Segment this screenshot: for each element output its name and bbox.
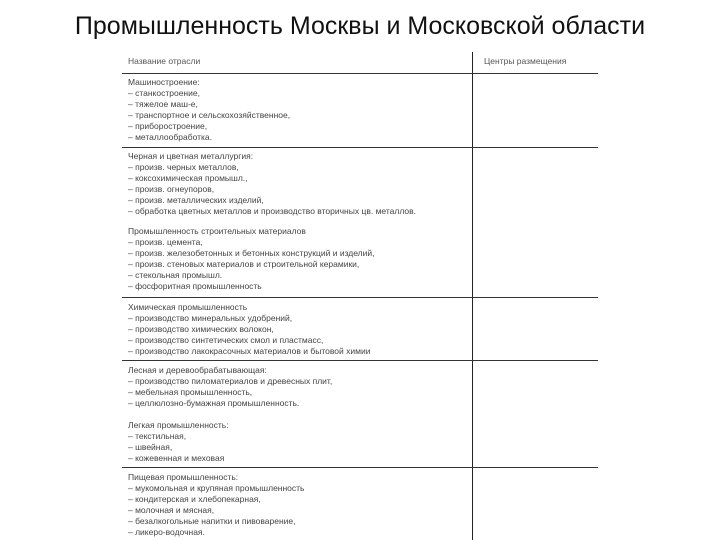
list-item: – производство минеральных удобрений, <box>128 312 293 323</box>
group-metallurgy <box>128 151 468 216</box>
list-item: – кондитерская и хлебопекарная, <box>128 493 261 504</box>
list-item: – произв. огнеупоров, <box>128 183 215 194</box>
group-heading: Черная и цветная металлургия: <box>128 151 254 161</box>
list-item: – произв. железобетонных и бетонных конструкций и изделий, <box>128 247 375 258</box>
list-item: – производство синтетических смол и пластмасс, <box>128 334 324 345</box>
list-item: – молочная и мясная, <box>128 504 215 515</box>
group-heading: Пищевая промышленность: <box>128 472 239 482</box>
group-heading: Машиностроение: <box>128 77 200 87</box>
list-item: – металлообработка. <box>128 131 212 142</box>
list-item: – коксохимическая промышл., <box>128 172 248 183</box>
group-heading: Промышленность строительных материалов <box>128 226 306 236</box>
list-item: – тяжелое маш-е, <box>128 98 198 109</box>
row-divider <box>122 360 598 361</box>
list-item: – производство химических волокон, <box>128 323 274 334</box>
group-forestry <box>128 365 468 409</box>
group-building-materials <box>128 226 468 291</box>
header-centers: Центры размещения <box>484 56 567 66</box>
list-item: – станкостроение, <box>128 87 200 98</box>
list-item: – произв. черных металлов, <box>128 161 239 172</box>
list-item: – транспортное и сельскохозяйственное, <box>128 109 291 120</box>
group-heading: Лесная и деревообрабатывающая: <box>128 365 267 375</box>
list-item: – производство лакокрасочных материалов и бытовой химии <box>128 345 371 356</box>
group-heading: Химическая промышленность <box>128 302 248 312</box>
list-item: – обработка цветных металлов и производство вторичных цв. металлов. <box>128 205 417 216</box>
slide-title: Промышленность Москвы и Московской области <box>74 12 646 40</box>
list-item: – безалкогольные напитки и пивоварение, <box>128 515 296 526</box>
list-item: – мебельная промышленность, <box>128 386 253 397</box>
list-item: – целлюлозно-бумажная промышленность. <box>128 397 300 408</box>
row-divider <box>122 297 598 298</box>
header-industry: Название отрасли <box>128 56 201 66</box>
row-divider <box>122 147 598 148</box>
group-chemical <box>128 302 468 357</box>
group-machine-building <box>128 77 468 142</box>
list-item: – фосфоритная промышленность <box>128 280 262 291</box>
list-item: – приборостроение, <box>128 120 208 131</box>
industry-table <box>122 52 598 540</box>
list-item: – текстильная, <box>128 430 187 441</box>
group-heading: Легкая промышленность: <box>128 420 229 430</box>
list-item: – стекольная промышл. <box>128 269 223 280</box>
list-item: – произв. цемента, <box>128 236 203 247</box>
list-item: – мукомольная и крупяная промышленность <box>128 482 305 493</box>
list-item: – швейная, <box>128 441 173 452</box>
list-item: – произв. металлических изделий, <box>128 194 264 205</box>
list-item: – производство пиломатериалов и древесных плит, <box>128 375 333 386</box>
row-divider <box>122 73 598 74</box>
list-item: – произв. стеновых материалов и строительной керамики, <box>128 258 360 269</box>
list-item: – ликеро-водочная. <box>128 526 205 537</box>
group-food <box>128 472 468 537</box>
group-light-industry <box>128 420 468 464</box>
row-divider <box>122 467 598 468</box>
list-item: – кожевенная и меховая <box>128 452 225 463</box>
